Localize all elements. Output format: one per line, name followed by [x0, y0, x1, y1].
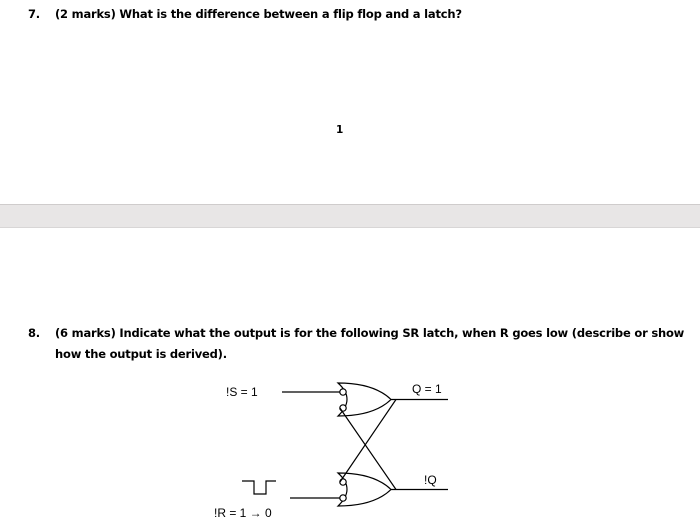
- top-input-bubble-2: [340, 405, 346, 411]
- top-or-gate: [338, 383, 391, 416]
- question-7-number: 7.: [28, 7, 40, 21]
- question-8-number: 8.: [28, 326, 40, 340]
- page-number: 1: [336, 124, 344, 136]
- s-input-label: !S = 1: [226, 385, 258, 399]
- question-8-text-line-2: how the output is derived).: [55, 347, 227, 361]
- top-input-bubble-1: [340, 389, 346, 395]
- bottom-input-bubble-1: [340, 479, 346, 485]
- r-input-label: !R = 1 → 0: [214, 506, 272, 520]
- bottom-or-gate: [338, 473, 391, 506]
- nq-output-label: !Q: [424, 473, 437, 487]
- question-8-text-line-1: (6 marks) Indicate what the output is for the following SR latch, when R goes low (describe or show: [55, 326, 685, 340]
- q-output-label: Q = 1: [412, 382, 442, 396]
- low-pulse-symbol: [242, 481, 276, 494]
- question-7-text: (2 marks) What is the difference between a flip flop and a latch?: [55, 7, 462, 21]
- bottom-input-bubble-2: [340, 495, 346, 501]
